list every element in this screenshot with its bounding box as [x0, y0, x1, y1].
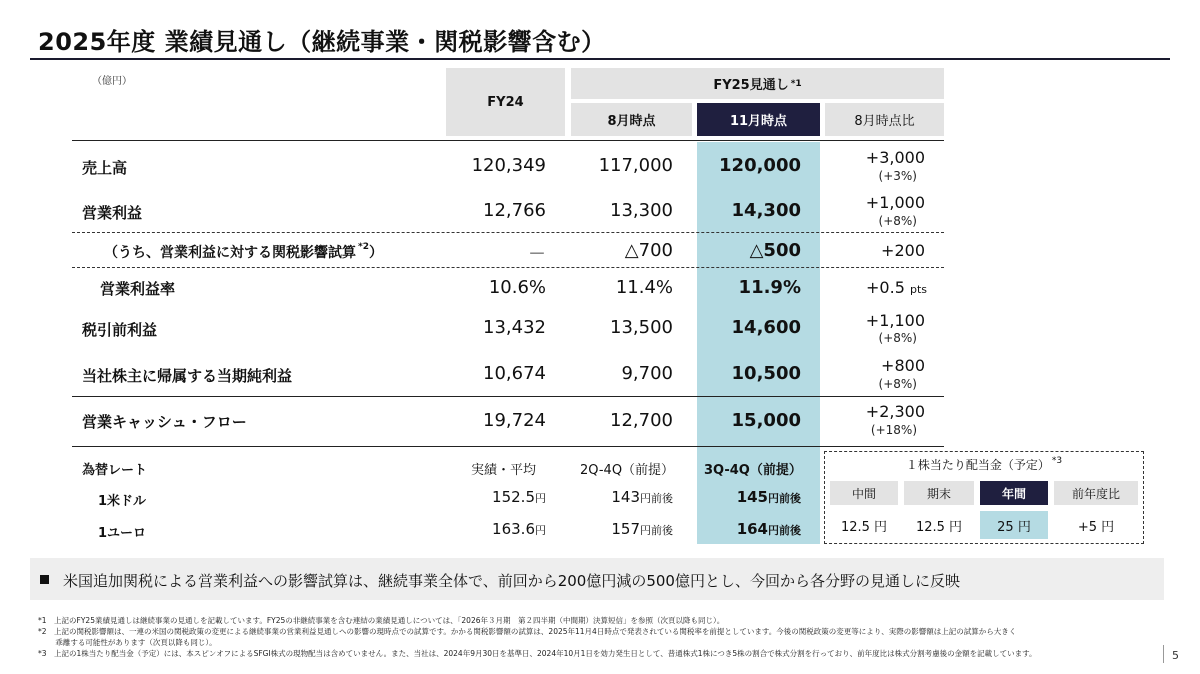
cell-pct: (+8%) — [878, 331, 917, 345]
cell-aug: 12,700 — [610, 410, 673, 431]
cell-fy24: 10.6% — [488, 277, 546, 298]
cell-pct: (+3%) — [878, 169, 917, 183]
header-nov: 11月時点 — [697, 103, 820, 136]
cell-nov: 11.9% — [738, 277, 801, 298]
dashed-rule — [72, 232, 944, 233]
fx-usd-actual: 152.5円 — [492, 488, 546, 506]
dividend-header-interim: 中間 — [830, 481, 898, 505]
cell-aug: 117,000 — [598, 155, 673, 176]
rule — [72, 140, 944, 141]
dashed-rule — [72, 267, 944, 268]
dividend-value-annual: 25 円 — [980, 511, 1048, 539]
fx-col-aug: 2Q-4Q（前提） — [580, 463, 675, 478]
cell-aug: 13,500 — [610, 317, 673, 338]
fx-col-actual: 実績・平均 — [471, 463, 537, 478]
cell-fy24: 120,349 — [471, 155, 546, 176]
rule — [72, 446, 944, 447]
dividend-value-yoy: +5 円 — [1077, 519, 1115, 535]
cell-fy24: 19,724 — [483, 410, 546, 431]
cell-nov: 15,000 — [731, 410, 801, 431]
fx-usd-label: 1米ドル — [98, 494, 147, 509]
cell-aug: 9,700 — [621, 363, 673, 384]
dividend-header-yoy: 前年度比 — [1054, 481, 1138, 505]
header-cmp: 8月時点比 — [825, 103, 944, 136]
page-title: 2025年度 業績見通し（継続事業・関税影響含む） — [38, 28, 606, 56]
fx-eur-label: 1ユーロ — [98, 526, 147, 541]
row-label: 売上高 — [82, 159, 128, 177]
cell-delta: +0.5 pts — [866, 278, 927, 297]
header-aug: 8月時点 — [571, 103, 692, 136]
cell-delta: +1,000 — [865, 193, 925, 212]
row-label: 営業キャッシュ・フロー — [82, 413, 247, 431]
cell-delta: +2,300 — [865, 402, 925, 421]
cell-nov: 14,300 — [731, 200, 801, 221]
fx-usd-aug: 143円前後 — [611, 488, 673, 506]
dividend-value-interim: 12.5 円 — [840, 519, 888, 535]
row-label: 営業利益率 — [100, 280, 176, 298]
footnote-1: *1 上記のFY25業績見通しは継続事業の見通しを記載しています。FY25の非継続事業を含む連結の業績見通しについては、「2026年３月期 第２四半期（中間期）決算短信」を参照（次頁以降も同じ）。 — [38, 616, 725, 625]
cell-delta: +800 — [881, 356, 925, 375]
cell-delta: +1,100 — [865, 311, 925, 330]
footnote-3: *3 上記の1株当たり配当金（予定）には、本スピンオフによるSFGI株式の現物配当は含めていません。また、当社は、2024年9月30日を基準日、2024年10月1日を効力発生日として、普通株式1株につき5株の割合で株式分割を行っており、前年度比は株式分割考慮後の金額を記載しています。 — [38, 649, 1037, 658]
fx-eur-actual: 163.6円 — [492, 520, 546, 538]
cell-fy24: － — [528, 244, 546, 265]
dividend-header-year-end: 期末 — [904, 481, 974, 505]
cell-pct: (+8%) — [878, 214, 917, 228]
cell-fy24: 10,674 — [483, 363, 546, 384]
row-label: 営業利益 — [82, 204, 143, 222]
cell-nov: 14,600 — [731, 317, 801, 338]
cell-aug: 13,300 — [610, 200, 673, 221]
title-rule — [30, 58, 1170, 60]
page-number-divider — [1163, 645, 1164, 663]
cell-nov: 120,000 — [719, 155, 801, 176]
footnote-2-cont: 乖離する可能性があります（次頁以降も同じ）。 — [38, 638, 217, 647]
fx-eur-nov: 164円前後 — [736, 520, 801, 538]
dividend-value-year-end: 12.5 円 — [915, 519, 963, 535]
dividend-title: １株当たり配当金（予定） $^{*3}$ — [905, 456, 1063, 472]
footnote-2: *2 上記の関税影響額は、一連の米国の関税政策の変更による継続事業の営業利益見通しへの影響の現時点での試算です。かかる関税影響額の試算は、2025年11月4日時点で発表されている関税率を前提としています。今後の関税政策の変更等により、実際の影響額は上記の試算から大きく — [38, 627, 1017, 636]
row-label: （うち、営業利益に対する関税影響試算 $^{*2}$） — [104, 242, 383, 261]
fx-col-nov: 3Q-4Q（前提） — [704, 463, 802, 478]
cell-pct: (+18%) — [870, 423, 917, 437]
fx-eur-aug: 157円前後 — [611, 520, 673, 538]
cell-fy24: 13,432 — [483, 317, 546, 338]
header-fy25: FY25見通し *1 — [571, 68, 944, 99]
header-fy24: FY24 — [446, 68, 565, 136]
fx-title: 為替レート — [82, 463, 148, 478]
fx-usd-nov: 145円前後 — [736, 488, 801, 506]
cell-delta: +200 — [881, 241, 925, 260]
rule — [72, 396, 944, 397]
page-number: 5 — [1172, 649, 1179, 662]
cell-delta: +3,000 — [865, 148, 925, 167]
cell-pct: (+8%) — [878, 377, 917, 391]
cell-aug: 11.4% — [615, 277, 673, 298]
row-label: 当社株主に帰属する当期純利益 — [82, 367, 293, 385]
note-text: 米国追加関税による営業利益への影響試算は、継続事業全体で、前回から200億円減の500億円とし、今回から各分野の見通しに反映 — [40, 570, 960, 591]
cell-nov: △500 — [749, 240, 801, 261]
dividend-header-annual: 年間 — [980, 481, 1048, 505]
bullet-square-icon — [40, 575, 49, 584]
cell-fy24: 12,766 — [483, 200, 546, 221]
unit-label: （億円） — [92, 76, 132, 87]
row-label: 税引前利益 — [82, 321, 158, 339]
cell-nov: 10,500 — [731, 363, 801, 384]
cell-aug: △700 — [624, 240, 673, 261]
